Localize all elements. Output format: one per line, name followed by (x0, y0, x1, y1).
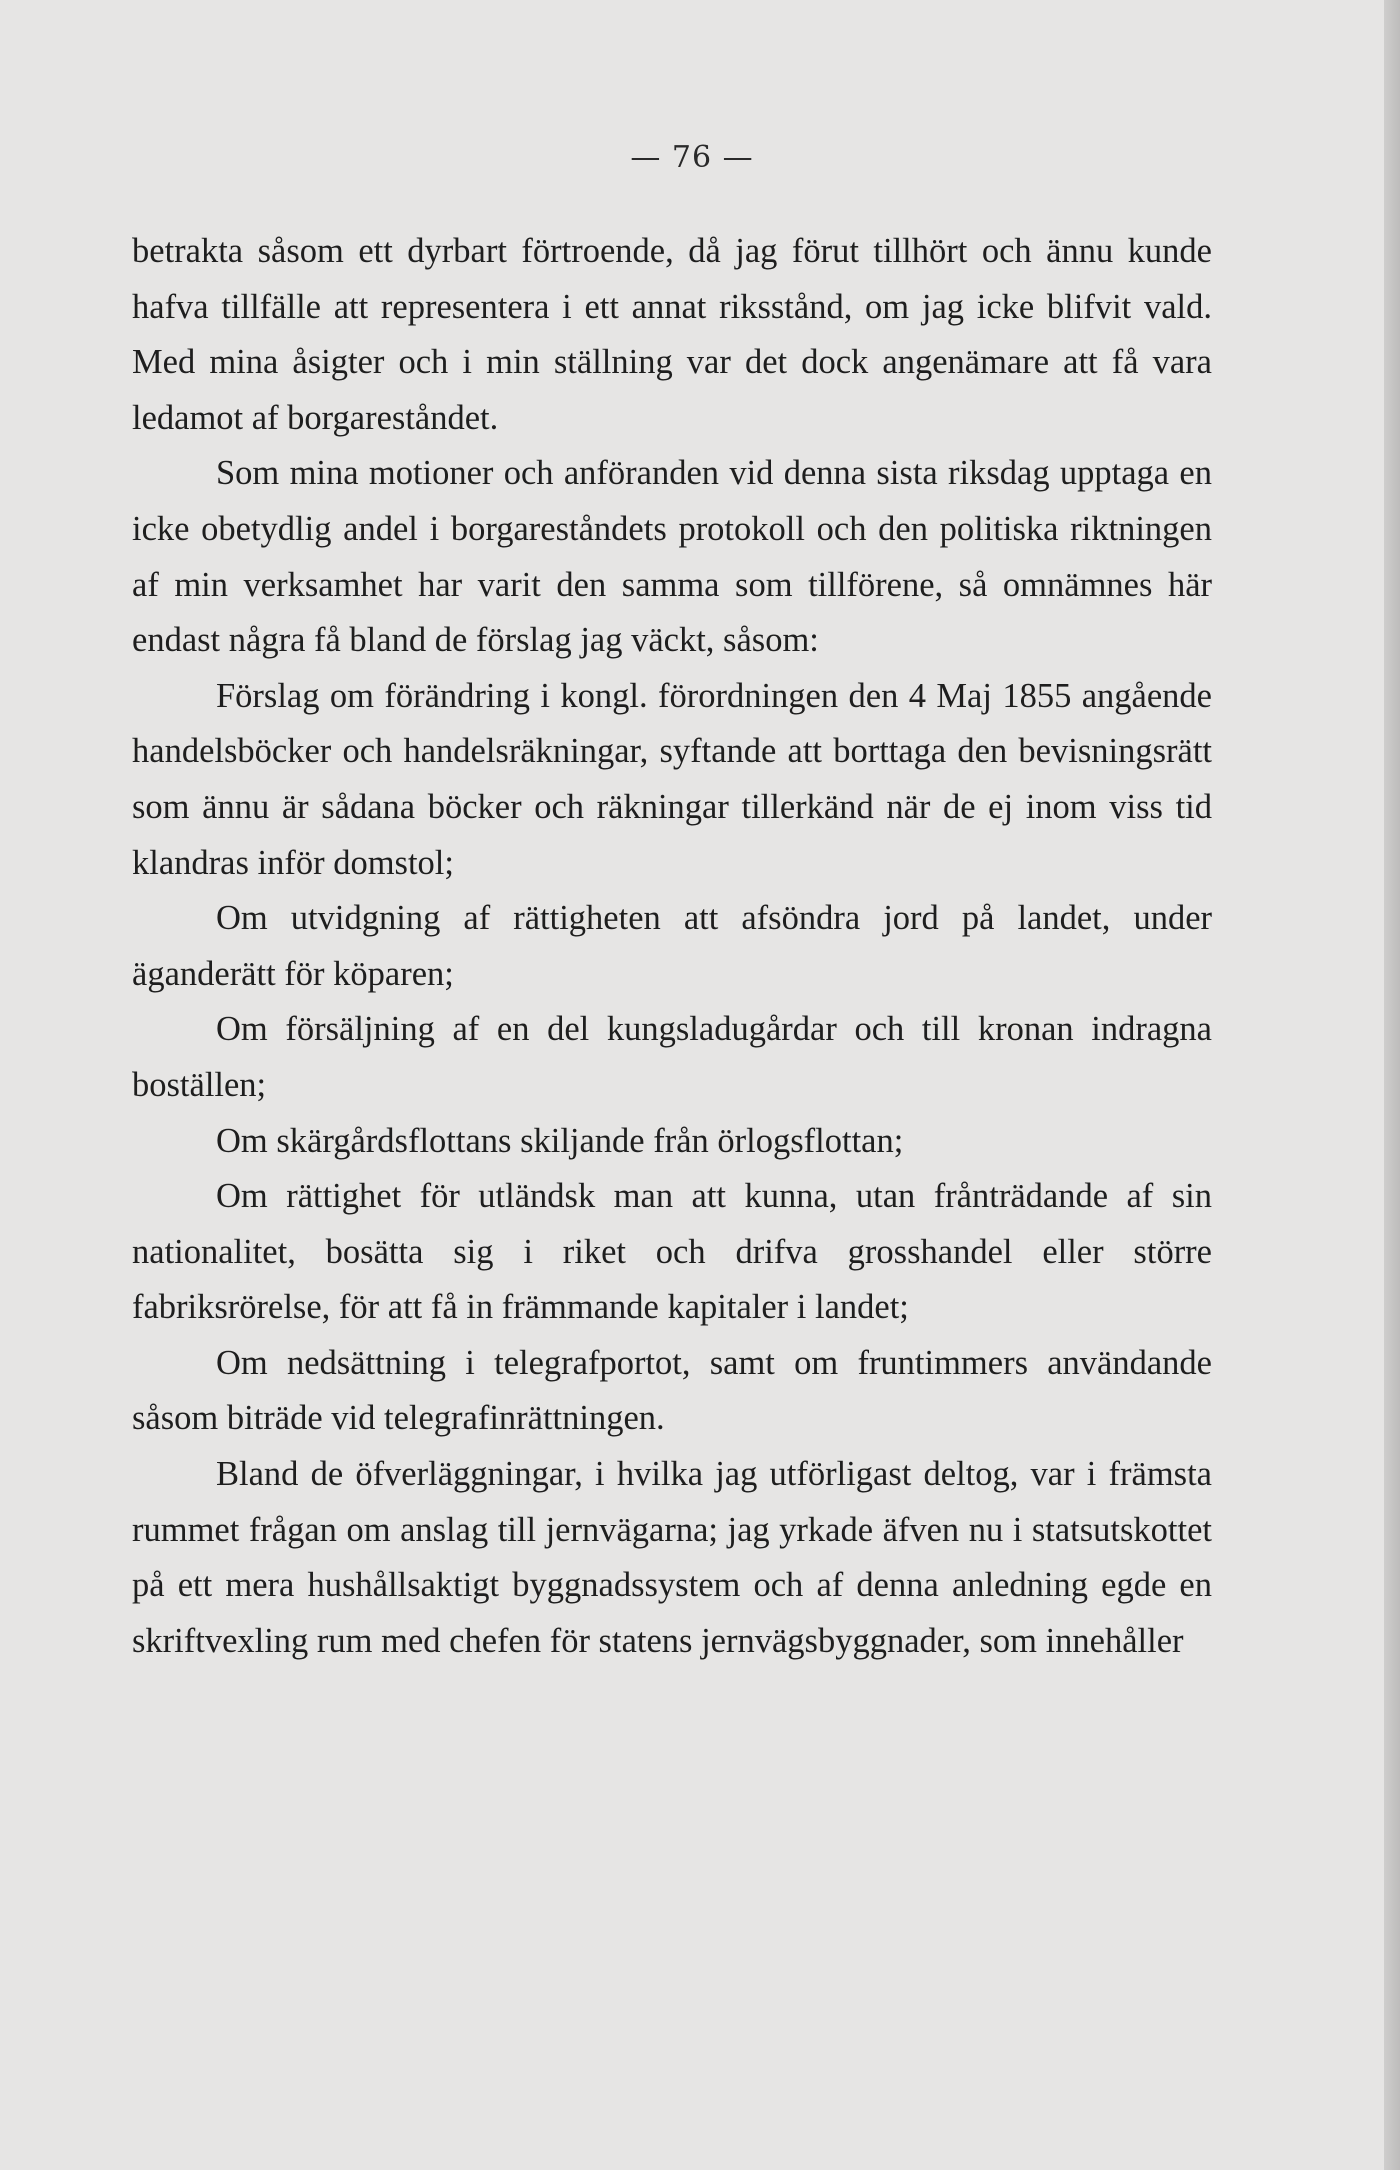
paragraph-proposal-foreigners: Om rättighet för utländsk man att kunna, utan frånträdande af sin nationalitet, bosätta sig i riket och drifva grosshandel eller större fabriksrörelse, för att få in främmande kapitaler i landet; (132, 1177, 1212, 1327)
page-number: — 76 — (630, 140, 754, 175)
paragraph-proposal-land: Om utvidgning af rättigheten att afsöndra jord på landet, under äganderätt för köparen; (132, 899, 1212, 993)
body-text (132, 224, 1212, 1669)
paragraph-proposal-crown-estates: Om försäljning af en del kungsladugårdar och till kronan indragna boställen; (132, 1010, 1212, 1104)
paragraph-railways: Bland de öfverläggningar, i hvilka jag utförligast deltog, var i främsta rummet frågan om anslag till jernvägarna; jag yrkade äfven nu i statsutskottet på ett mera hushållsaktigt byggnadssystem och af denna anledning egde en skriftvexling rum med chefen för statens jernvägsbyggnader, som innehåller (132, 1455, 1212, 1660)
paragraph-proposal-fleet: Om skärgårdsflottans skiljande från örlogsflottan; (216, 1121, 904, 1160)
paragraph-continuation: betrakta såsom ett dyrbart förtroende, då jag förut tillhört och ännu kunde hafva tillfälle att representera i ett annat riksstånd, om jag icke blifvit vald. Med mina åsigter och i min ställning var det dock angenämare att få vara ledamot af borgareståndet. (132, 232, 1212, 437)
paragraph-proposal-commerce-books: Förslag om förändring i kongl. förordningen den 4 Maj 1855 angående handelsböcker och handelsräkningar, syftande att borttaga den bevisningsrätt som ännu är sådana böcker och räkningar tillerkänd när de ej inom viss tid klandras inför domstol; (132, 676, 1212, 882)
paragraph-motions: Som mina motioner och anföranden vid denna sista riksdag upptaga en icke obetydlig andel i borgareståndets protokoll och den politiska riktningen af min verksamhet har varit den samma som tillförene, så omnämnes här endast några få bland de förslag jag väckt, såsom: (132, 454, 1212, 660)
paragraph-proposal-telegraph: Om nedsättning i telegrafportot, samt om fruntimmers användande såsom biträde vid telegrafinrättningen. (132, 1343, 1212, 1438)
page-edge-shadow (1384, 0, 1400, 2170)
